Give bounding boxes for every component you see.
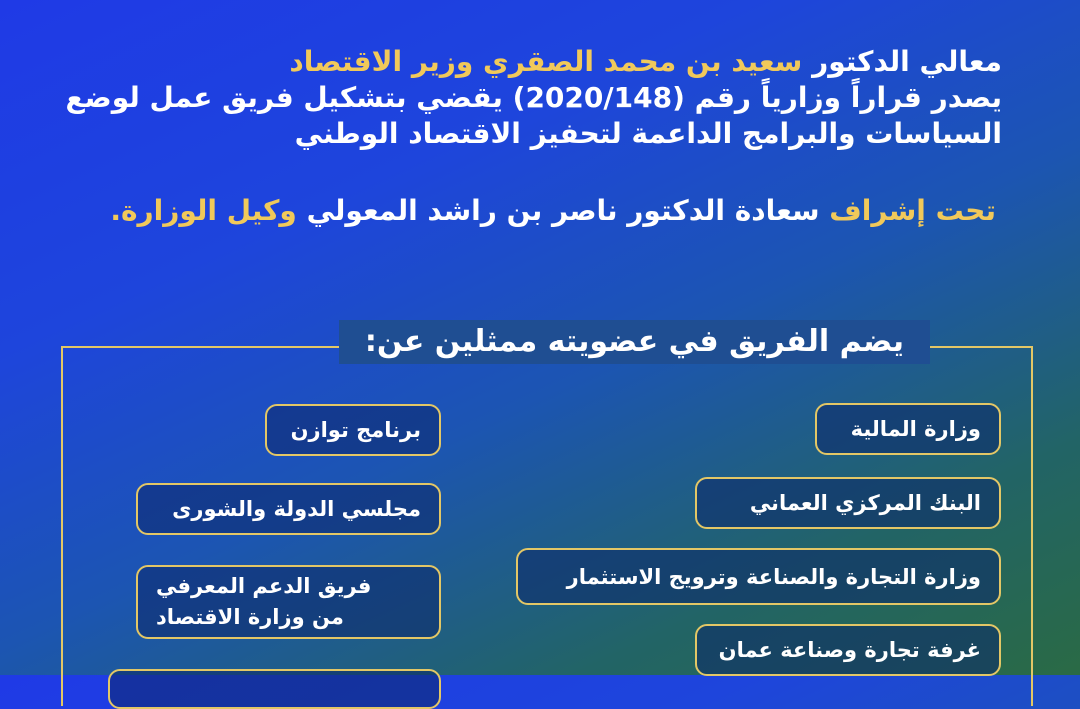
supervisor-title: وكيل الوزارة. (110, 194, 297, 227)
member-state-and-shura-councils: مجلسي الدولة والشورى (136, 483, 441, 535)
supervision-line (66, 193, 996, 229)
member-chamber-of-commerce: غرفة تجارة وصناعة عمان (695, 624, 1001, 676)
member-partial-box (108, 669, 441, 709)
intro-line-1 (72, 44, 1002, 80)
member-knowledge-support-line-2: من وزارة الاقتصاد (156, 605, 344, 629)
members-title: يضم الفريق في عضويته ممثلين عن: (339, 320, 930, 364)
member-ministry-of-finance: وزارة المالية (815, 403, 1001, 455)
member-knowledge-support-team (136, 565, 441, 639)
member-knowledge-support-line-1: فريق الدعم المعرفي (156, 574, 372, 598)
member-ministry-of-commerce: وزارة التجارة والصناعة وترويج الاستثمار (516, 548, 1001, 605)
intro-line-2: يصدر قراراً وزارياً رقم (2020/148) يقضي بتشكيل فريق عمل لوضع (65, 81, 1002, 114)
intro-line-3: السياسات والبرامج الداعمة لتحفيز الاقتصاد الوطني (294, 117, 1002, 150)
member-central-bank-of-oman: البنك المركزي العماني (695, 477, 1001, 529)
intro-prefix: معالي الدكتور (812, 45, 1002, 78)
supervision-label: تحت إشراف (829, 194, 996, 227)
minister-title: وزير الاقتصاد (289, 45, 474, 78)
minister-name: سعيد بن محمد الصقري (483, 45, 803, 78)
decree-intro (65, 44, 1002, 152)
supervisor-name: سعادة الدكتور ناصر بن راشد المعولي (306, 194, 820, 227)
member-tawazun-program: برنامج توازن (265, 404, 441, 456)
